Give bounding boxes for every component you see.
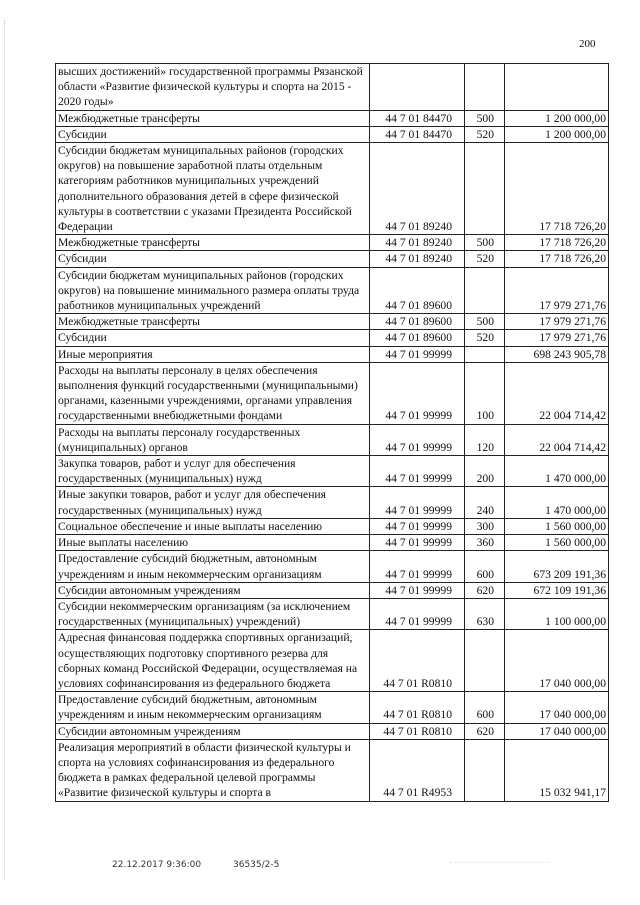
row-name: Расходы на выплаты персоналу в целях обеспечения выполнения функций государственными (муниципальными) органами, казенными учреждениями, органами управления государственными внебюджетными фондами bbox=[56, 362, 370, 424]
row-expense-type bbox=[465, 346, 505, 362]
row-code bbox=[370, 64, 465, 111]
row-name: Реализация мероприятий в области физической культуры и спорта на условиях софинансирования из федерального бюджета в рамках федеральной целевой программы «Развитие физической культуры и спорта в bbox=[56, 739, 370, 801]
row-name: Иные выплаты населению bbox=[56, 535, 370, 551]
row-code: 44 7 01 99999 bbox=[370, 424, 465, 455]
row-amount: 672 109 191,36 bbox=[505, 582, 609, 598]
row-amount: 1 200 000,00 bbox=[505, 110, 609, 126]
row-amount: 15 032 941,17 bbox=[505, 739, 609, 801]
row-code: 44 7 01 89240 bbox=[370, 251, 465, 267]
row-amount: 17 979 271,76 bbox=[505, 267, 609, 314]
footer-date: 22.12.2017 9:36:00 bbox=[112, 860, 202, 870]
row-code: 44 7 01 R0810 bbox=[370, 692, 465, 723]
row-name: Предоставление субсидий бюджетным, автономным учреждениям и иным некоммерческим организациям bbox=[56, 692, 370, 723]
table-row bbox=[56, 723, 609, 739]
table-row bbox=[56, 739, 609, 801]
table-row bbox=[56, 456, 609, 487]
row-expense-type: 240 bbox=[465, 487, 505, 518]
row-code: 44 7 01 89600 bbox=[370, 314, 465, 330]
row-code: 44 7 01 99999 bbox=[370, 582, 465, 598]
row-code: 44 7 01 99999 bbox=[370, 518, 465, 534]
row-amount: 1 560 000,00 bbox=[505, 535, 609, 551]
page-number: 200 bbox=[579, 38, 596, 50]
row-name: Субсидии некоммерческим организациям (за исключением государственных (муниципальных) учреждений) bbox=[56, 598, 370, 629]
row-code: 44 7 01 R0810 bbox=[370, 630, 465, 692]
row-name: Социальное обеспечение и иные выплаты населению bbox=[56, 518, 370, 534]
row-amount: 1 100 000,00 bbox=[505, 598, 609, 629]
row-amount: 22 004 714,42 bbox=[505, 362, 609, 424]
table-row bbox=[56, 235, 609, 251]
row-code: 44 7 01 R0810 bbox=[370, 723, 465, 739]
table-row bbox=[56, 582, 609, 598]
row-expense-type: 520 bbox=[465, 126, 505, 142]
row-expense-type: 600 bbox=[465, 692, 505, 723]
row-amount: 17 718 726,20 bbox=[505, 143, 609, 235]
table-row bbox=[56, 126, 609, 142]
table-row bbox=[56, 551, 609, 582]
row-amount bbox=[505, 64, 609, 111]
scan-edge bbox=[4, 20, 6, 880]
row-name: Субсидии бюджетам муниципальных районов (городских округов) на повышение минимального размера оплаты труда работников муниципальных учреждений bbox=[56, 267, 370, 314]
table-row bbox=[56, 251, 609, 267]
row-code: 44 7 01 99999 bbox=[370, 362, 465, 424]
row-code: 44 7 01 84470 bbox=[370, 126, 465, 142]
row-name: Иные мероприятия bbox=[56, 346, 370, 362]
budget-table bbox=[55, 63, 609, 802]
row-expense-type bbox=[465, 739, 505, 801]
row-name: Субсидии bbox=[56, 126, 370, 142]
row-name: высших достижений» государственной программы Рязанской области «Развитие физической культуры и спорта на 2015 - 2020 годы» bbox=[56, 64, 370, 111]
row-amount: 698 243 905,78 bbox=[505, 346, 609, 362]
row-name: Субсидии автономным учреждениям bbox=[56, 582, 370, 598]
row-code: 44 7 01 84470 bbox=[370, 110, 465, 126]
row-name: Закупка товаров, работ и услуг для обеспечения государственных (муниципальных) нужд bbox=[56, 456, 370, 487]
row-expense-type: 630 bbox=[465, 598, 505, 629]
row-expense-type: 500 bbox=[465, 110, 505, 126]
table-row bbox=[56, 346, 609, 362]
row-name: Предоставление субсидий бюджетным, автономным учреждениям и иным некоммерческим организациям bbox=[56, 551, 370, 582]
row-expense-type: 360 bbox=[465, 535, 505, 551]
row-code: 44 7 01 99999 bbox=[370, 456, 465, 487]
row-expense-type bbox=[465, 64, 505, 111]
row-expense-type: 600 bbox=[465, 551, 505, 582]
row-code: 44 7 01 99999 bbox=[370, 487, 465, 518]
row-name: Субсидии автономным учреждениям bbox=[56, 723, 370, 739]
row-amount: 1 560 000,00 bbox=[505, 518, 609, 534]
row-amount: 17 718 726,20 bbox=[505, 235, 609, 251]
row-amount: 17 040 000,00 bbox=[505, 630, 609, 692]
row-name: Адресная финансовая поддержка спортивных организаций, осуществляющих подготовку спортивного резерва для сборных команд Российской Федерации, осуществляемая на условиях софинансирования из федерального бюджета bbox=[56, 630, 370, 692]
table-row bbox=[56, 330, 609, 346]
table-row bbox=[56, 143, 609, 235]
table-row bbox=[56, 314, 609, 330]
row-name: Субсидии бюджетам муниципальных районов (городских округов) на повышение заработной платы отдельным категориям работников муниципальных учреждений дополнительного образования детей в сфере физической культуры в соответствии с указами Президента Российской Федерации bbox=[56, 143, 370, 235]
row-expense-type: 300 bbox=[465, 518, 505, 534]
row-code: 44 7 01 89240 bbox=[370, 143, 465, 235]
row-code: 44 7 01 99999 bbox=[370, 346, 465, 362]
row-expense-type: 620 bbox=[465, 582, 505, 598]
table-row bbox=[56, 692, 609, 723]
row-expense-type: 500 bbox=[465, 314, 505, 330]
row-code: 44 7 01 89240 bbox=[370, 235, 465, 251]
row-name: Межбюджетные трансферты bbox=[56, 110, 370, 126]
table-row bbox=[56, 64, 609, 111]
row-name: Межбюджетные трансферты bbox=[56, 235, 370, 251]
row-name: Иные закупки товаров, работ и услуг для обеспечения государственных (муниципальных) нужд bbox=[56, 487, 370, 518]
budget-table-body bbox=[56, 64, 609, 802]
row-amount: 17 979 271,76 bbox=[505, 330, 609, 346]
row-amount: 17 979 271,76 bbox=[505, 314, 609, 330]
table-row bbox=[56, 518, 609, 534]
row-amount: 17 040 000,00 bbox=[505, 692, 609, 723]
row-name: Межбюджетные трансферты bbox=[56, 314, 370, 330]
row-expense-type bbox=[465, 267, 505, 314]
row-amount: 17 040 000,00 bbox=[505, 723, 609, 739]
row-amount: 17 718 726,20 bbox=[505, 251, 609, 267]
row-code: 44 7 01 99999 bbox=[370, 551, 465, 582]
table-row bbox=[56, 110, 609, 126]
row-expense-type: 200 bbox=[465, 456, 505, 487]
row-amount: 1 470 000,00 bbox=[505, 456, 609, 487]
row-expense-type: 520 bbox=[465, 330, 505, 346]
table-row bbox=[56, 598, 609, 629]
table-row bbox=[56, 630, 609, 692]
row-code: 44 7 01 99999 bbox=[370, 535, 465, 551]
row-name: Расходы на выплаты персоналу государственных (муниципальных) органов bbox=[56, 424, 370, 455]
row-code: 44 7 01 99999 bbox=[370, 598, 465, 629]
table-row bbox=[56, 535, 609, 551]
row-expense-type: 100 bbox=[465, 362, 505, 424]
row-amount: 22 004 714,42 bbox=[505, 424, 609, 455]
row-code: 44 7 01 89600 bbox=[370, 267, 465, 314]
row-amount: 1 200 000,00 bbox=[505, 126, 609, 142]
row-expense-type: 500 bbox=[465, 235, 505, 251]
row-name: Субсидии bbox=[56, 251, 370, 267]
row-code: 44 7 01 R4953 bbox=[370, 739, 465, 801]
row-code: 44 7 01 89600 bbox=[370, 330, 465, 346]
row-expense-type: 120 bbox=[465, 424, 505, 455]
row-name: Субсидии bbox=[56, 330, 370, 346]
table-row bbox=[56, 362, 609, 424]
table-row bbox=[56, 487, 609, 518]
row-expense-type: 520 bbox=[465, 251, 505, 267]
scan-smudge bbox=[450, 862, 550, 869]
footer-doc-number: 36535/2-5 bbox=[233, 860, 280, 870]
row-expense-type bbox=[465, 143, 505, 235]
row-expense-type bbox=[465, 630, 505, 692]
table-row bbox=[56, 424, 609, 455]
table-row bbox=[56, 267, 609, 314]
row-amount: 1 470 000,00 bbox=[505, 487, 609, 518]
row-amount: 673 209 191,36 bbox=[505, 551, 609, 582]
row-expense-type: 620 bbox=[465, 723, 505, 739]
